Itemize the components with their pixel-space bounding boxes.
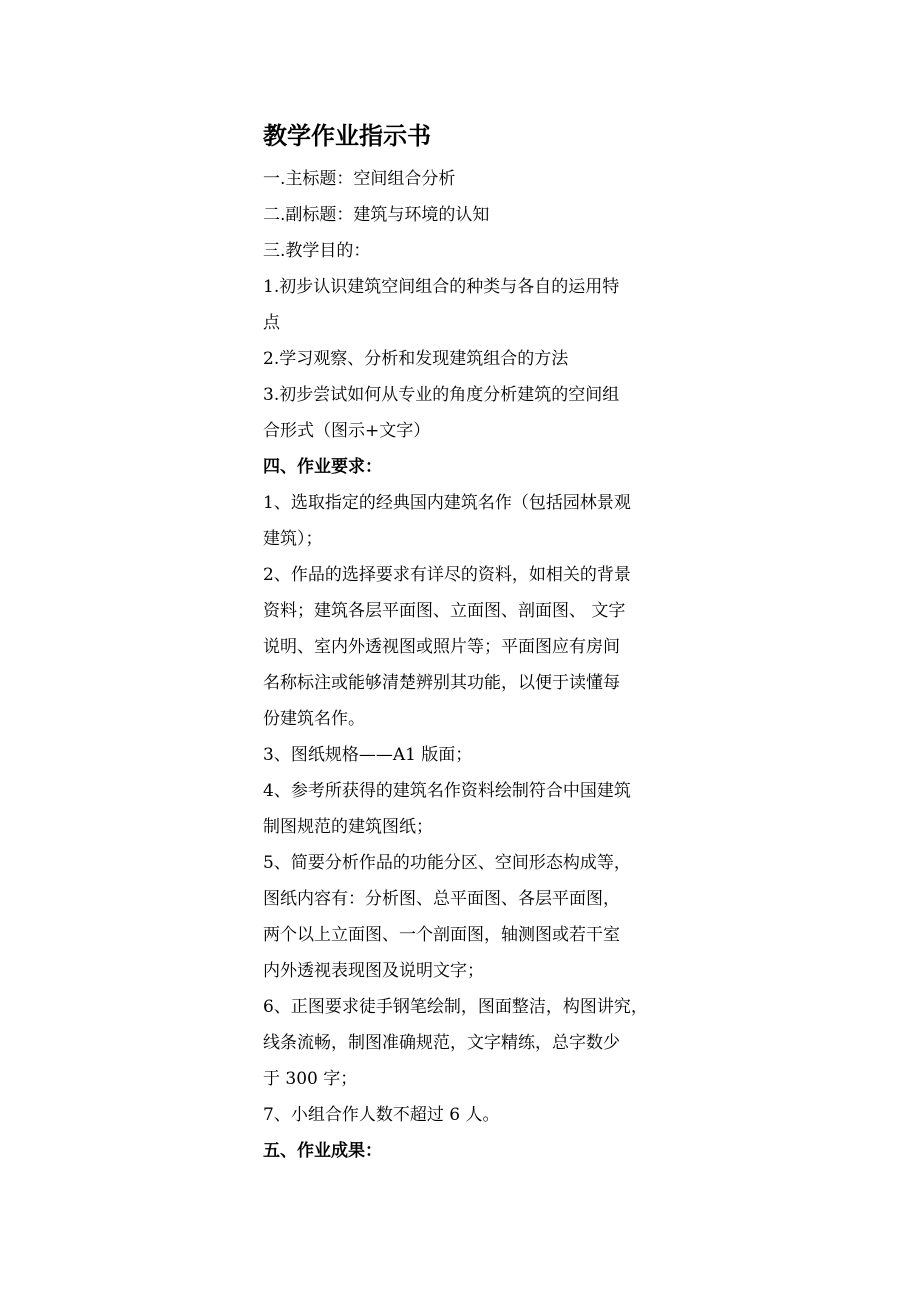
sub-topic: 二.副标题：建筑与环境的认知 [263,205,490,225]
document-page [263,118,673,1169]
section-3-item-1-line-2: 点 [263,313,280,333]
document-title: 教学作业指示书 [263,122,431,150]
section-4-item-5-line-4: 内外透视表现图及说明文字； [263,961,484,981]
section-3-item-3-line-2: 合形式（图示+文字） [263,421,431,441]
section-4-item-7-line-1: 7、小组合作人数不超过 6 人。 [263,1105,500,1125]
section-4-item-6-line-2: 线条流畅，制图准确规范，文字精练，总字数少 [263,1033,620,1053]
section-4-item-5-line-2: 图纸内容有：分析图、总平面图、各层平面图， [263,889,620,909]
section-3-item-2-line-1: 2.学习观察、分析和发现建筑组合的方法 [263,349,569,369]
section-4-item-3-line-1: 3、图纸规格——A1 版面； [263,745,473,765]
section-3-item-3-line-1: 3.初步尝试如何从专业的角度分析建筑的空间组 [263,385,620,405]
section-4-item-5-line-3: 两个以上立面图、一个剖面图，轴测图或若干室 [263,925,620,945]
section-4-item-6-line-3: 于 300 字； [263,1069,358,1089]
section-4-item-6-line-1: 6、正图要求徒手钢笔绘制，图面整洁，构图讲究， [263,997,648,1017]
section-4-item-5-line-1: 5、简要分析作品的功能分区、空间形态构成等， [263,853,631,873]
section-5-heading: 五、作业成果： [263,1141,382,1161]
section-4-item-2-line-4: 名称标注或能够清楚辨别其功能，以便于读懂每 [263,673,620,693]
section-4-list [263,485,673,1133]
section-3-item-1-line-1: 1.初步认识建筑空间组合的种类与各自的运用特 [263,277,620,297]
section-3-list [263,269,673,449]
section-4-item-1-line-2: 建筑）； [263,529,323,549]
section-4-item-1-line-1: 1、选取指定的经典国内建筑名作（包括园林景观 [263,493,631,513]
section-4-item-2-line-5: 份建筑名作。 [263,709,365,729]
section-4-item-2-line-2: 资料；建筑各层平面图、立面图、剖面图、 文字 [263,601,626,621]
section-4-item-2-line-3: 说明、室内外透视图或照片等；平面图应有房间 [263,637,620,657]
section-4-item-4-line-1: 4、参考所获得的建筑名作资料绘制符合中国建筑 [263,781,631,801]
section-4-heading: 四、作业要求： [263,457,382,477]
section-4-item-2-line-1: 2、作品的选择要求有详尽的资料，如相关的背景 [263,565,631,585]
section-4-item-4-line-2: 制图规范的建筑图纸； [263,817,433,837]
main-topic: 一.主标题：空间组合分析 [263,169,456,189]
section-3-heading: 三.教学目的： [263,241,371,261]
